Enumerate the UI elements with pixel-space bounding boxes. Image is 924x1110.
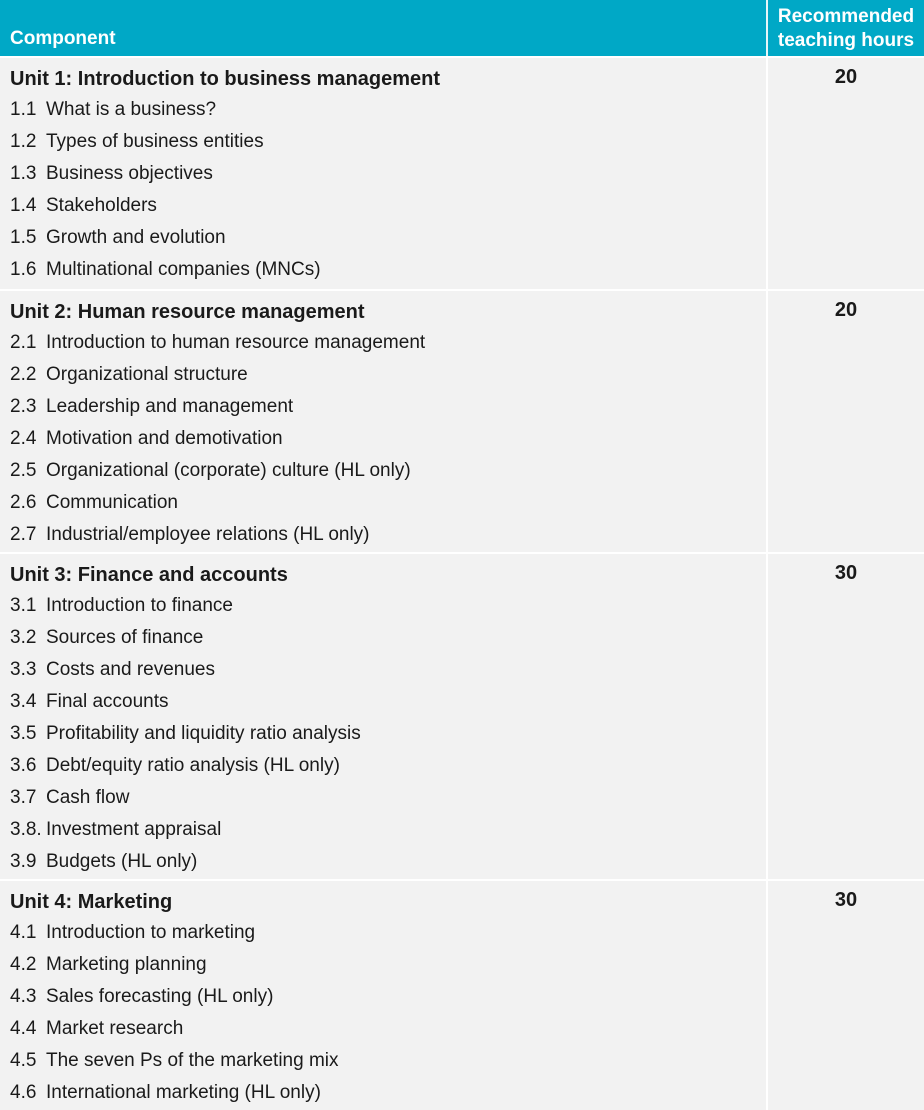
list-item	[10, 814, 766, 846]
item-number: 2.6	[10, 492, 37, 513]
unit-component-cell	[0, 881, 766, 1110]
item-label: Introduction to human resource management	[46, 332, 426, 353]
unit-title: Unit 3: Finance and accounts	[10, 564, 288, 586]
list-item	[10, 1013, 766, 1045]
list-item	[10, 391, 766, 423]
item-number: 4.3	[10, 986, 37, 1007]
item-label: Organizational (corporate) culture (HL only)	[46, 460, 411, 481]
item-number: 4.2	[10, 954, 37, 975]
list-item	[10, 846, 766, 878]
list-item	[10, 622, 766, 654]
item-number: 2.4	[10, 428, 37, 449]
item-number: 3.9	[10, 851, 37, 872]
unit-row	[0, 289, 924, 552]
item-number: 4.6	[10, 1082, 37, 1103]
item-number: 1.6	[10, 259, 37, 280]
item-number: 4.1	[10, 922, 37, 943]
list-item	[10, 222, 766, 254]
item-label: What is a business?	[46, 99, 217, 120]
item-number: 4.4	[10, 1018, 37, 1039]
item-label: Motivation and demotivation	[46, 428, 283, 449]
item-number: 2.1	[10, 332, 37, 353]
item-number: 3.6	[10, 755, 37, 776]
list-item	[10, 917, 766, 949]
item-label: Industrial/employee relations (HL only)	[46, 524, 370, 545]
list-item	[10, 423, 766, 455]
item-label: Costs and revenues	[46, 659, 215, 680]
item-number: 2.5	[10, 460, 37, 481]
item-label: The seven Ps of the marketing mix	[46, 1050, 339, 1071]
item-label: Growth and evolution	[46, 227, 226, 248]
list-item	[10, 981, 766, 1013]
item-number: 4.5	[10, 1050, 37, 1071]
unit-item-list	[10, 327, 766, 551]
item-label: Cash flow	[46, 787, 130, 808]
item-number: 3.3	[10, 659, 37, 680]
list-item	[10, 254, 766, 286]
unit-item-list	[10, 917, 766, 1109]
list-item	[10, 359, 766, 391]
item-label: Multinational companies (MNCs)	[46, 259, 321, 280]
unit-row	[0, 552, 924, 879]
unit-row	[0, 56, 924, 289]
item-label: Business objectives	[46, 163, 213, 184]
unit-hours: 30	[766, 554, 924, 879]
table-header	[0, 0, 924, 56]
header-hours-line1: Recommended	[777, 6, 915, 27]
item-label: Budgets (HL only)	[46, 851, 198, 872]
item-number: 1.3	[10, 163, 37, 184]
item-number: 2.7	[10, 524, 37, 545]
item-label: Debt/equity ratio analysis (HL only)	[46, 755, 340, 776]
unit-title: Unit 1: Introduction to business management	[10, 68, 441, 90]
list-item	[10, 327, 766, 359]
unit-row	[0, 879, 924, 1110]
item-label: International marketing (HL only)	[46, 1082, 321, 1103]
item-number: 3.2	[10, 627, 37, 648]
item-label: Final accounts	[46, 691, 169, 712]
item-number: 2.3	[10, 396, 37, 417]
unit-title: Unit 2: Human resource management	[10, 301, 365, 323]
item-label: Sources of finance	[46, 627, 204, 648]
list-item	[10, 750, 766, 782]
header-hours	[766, 0, 924, 56]
item-label: Market research	[46, 1018, 184, 1039]
unit-hours: 30	[766, 881, 924, 1110]
item-number: 1.5	[10, 227, 37, 248]
list-item	[10, 455, 766, 487]
item-label: Leadership and management	[46, 396, 294, 417]
item-label: Sales forecasting (HL only)	[46, 986, 274, 1007]
unit-component-cell	[0, 291, 766, 552]
item-number: 1.1	[10, 99, 37, 120]
item-number: 3.5	[10, 723, 37, 744]
list-item	[10, 1045, 766, 1077]
list-item	[10, 782, 766, 814]
item-label: Organizational structure	[46, 364, 248, 385]
item-label: Types of business entities	[46, 131, 264, 152]
list-item	[10, 654, 766, 686]
list-item	[10, 686, 766, 718]
list-item	[10, 1077, 766, 1109]
item-number: 1.4	[10, 195, 37, 216]
list-item	[10, 94, 766, 126]
unit-item-list	[10, 94, 766, 286]
header-component: Component	[10, 28, 116, 49]
item-number: 3.7	[10, 787, 37, 808]
list-item	[10, 190, 766, 222]
item-number: 2.2	[10, 364, 37, 385]
item-label: Communication	[46, 492, 178, 513]
list-item	[10, 126, 766, 158]
list-item	[10, 487, 766, 519]
list-item	[10, 949, 766, 981]
item-number: 3.8.	[10, 819, 42, 840]
item-label: Marketing planning	[46, 954, 207, 975]
unit-hours: 20	[766, 291, 924, 552]
list-item	[10, 519, 766, 551]
item-label: Introduction to finance	[46, 595, 233, 616]
item-label: Profitability and liquidity ratio analysis	[46, 723, 361, 744]
item-label: Stakeholders	[46, 195, 157, 216]
list-item	[10, 590, 766, 622]
unit-component-cell	[0, 554, 766, 879]
header-hours-line2: teaching hours	[777, 30, 915, 51]
list-item	[10, 718, 766, 750]
unit-component-cell	[0, 58, 766, 289]
item-label: Investment appraisal	[46, 819, 222, 840]
list-item	[10, 158, 766, 190]
unit-title: Unit 4: Marketing	[10, 891, 173, 913]
item-number: 1.2	[10, 131, 37, 152]
item-number: 3.4	[10, 691, 37, 712]
item-number: 3.1	[10, 595, 37, 616]
unit-hours: 20	[766, 58, 924, 289]
item-label: Introduction to marketing	[46, 922, 256, 943]
unit-item-list	[10, 590, 766, 878]
